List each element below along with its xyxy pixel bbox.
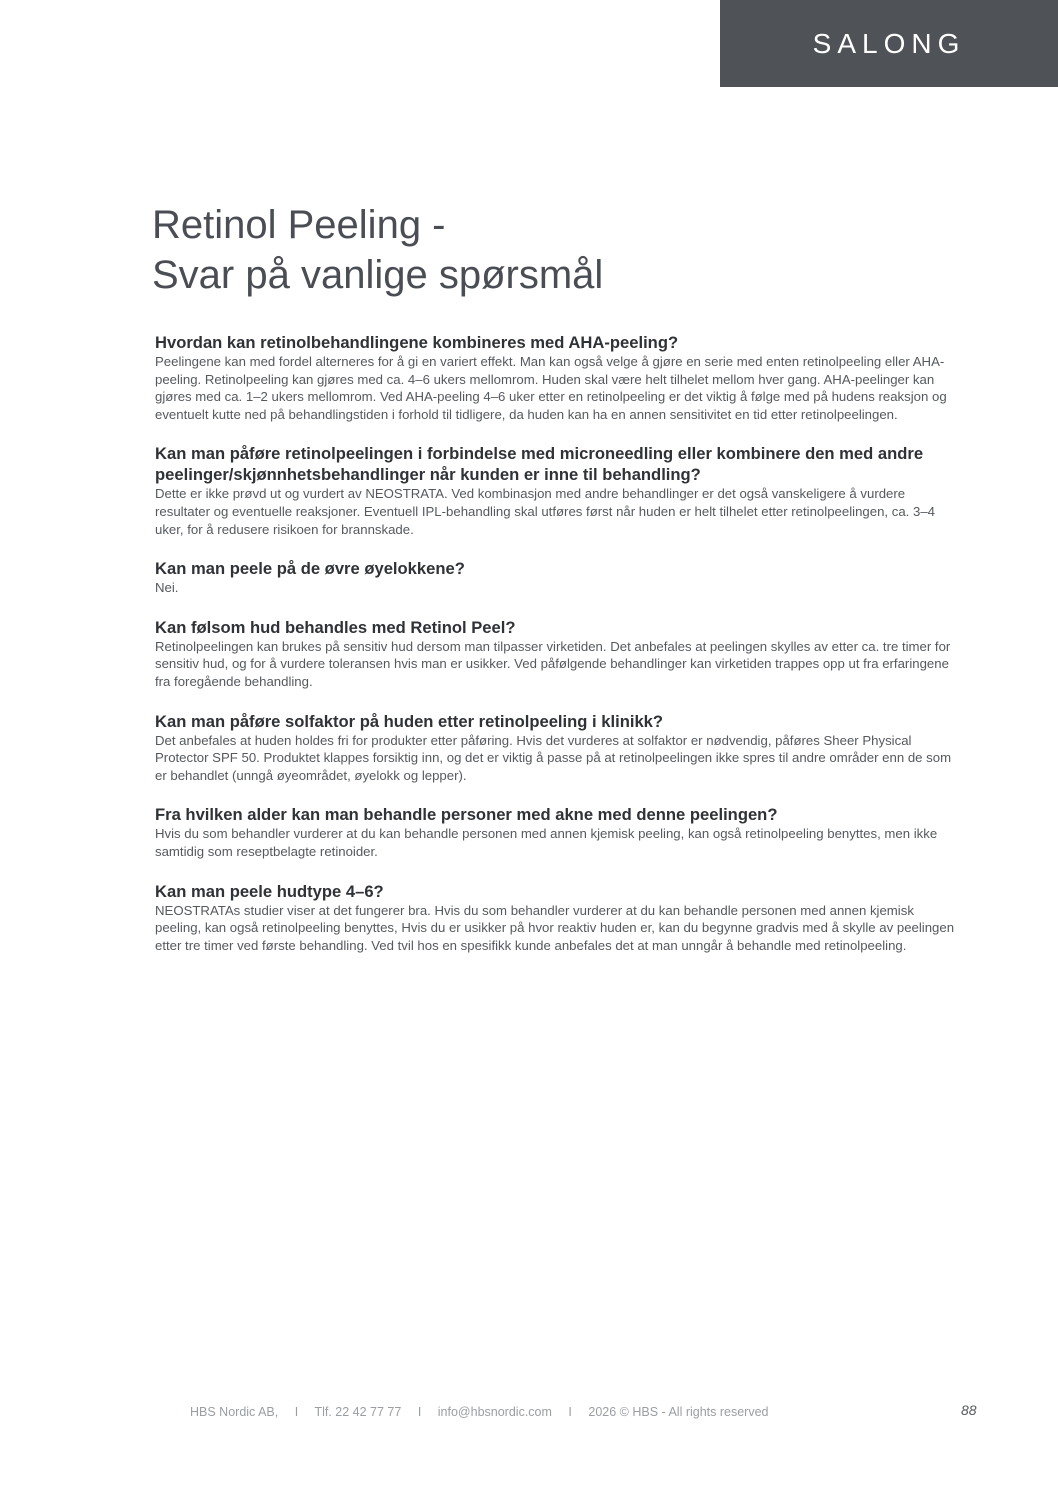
faq-answer: NEOSTRATAs studier viser at det fungerer bra. Hvis du som behandler vurderer at du kan behandle personen med annen kjemisk peeling, kan også retinolpeeling benyttes, Hvis du er usikker på hvor reaktiv huden er, kan du begynne gradvis med å skylle av peelingen etter tre timer ved første behandling. Ved tvil hos en spesifikk kunde anbefales det at man unngår å behandle med retinolpeeling.: [155, 902, 955, 953]
footer-separator: I: [568, 1405, 572, 1419]
footer-phone: Tlf. 22 42 77 77: [314, 1405, 402, 1419]
faq-answer: Hvis du som behandler vurderer at du kan behandle personen med annen kjemisk peeling, kan også retinolpeeling benyttes, men ikke samtidig som reseptbelagte retinoider.: [155, 826, 938, 859]
faq-item: [155, 804, 955, 860]
faq-item: [155, 881, 955, 955]
page-footer: [190, 1405, 769, 1419]
page-title-line-1: Retinol Peeling -: [152, 203, 446, 247]
footer-company: HBS Nordic AB,: [190, 1405, 279, 1419]
faq-item: [155, 558, 955, 597]
faq-answer: Retinolpeelingen kan brukes på sensitiv hud dersom man tilpasser virketiden. Det anbefales at peelingen skylles av etter ca. tre timer for sensitiv hud, og for å vurdere toleransen hvis man er usikker. Ved påfølgende behandlinger kan virketiden trappes opp ut fra erfaringene fra foregående behandling.: [155, 638, 951, 689]
footer-separator: I: [417, 1405, 422, 1419]
faq-question: Kan følsom hud behandles med Retinol Peel?: [155, 617, 516, 637]
faq-answer: Det anbefales at huden holdes fri for produkter etter påføring. Hvis det vurderes at solfaktor er nødvendig, påføres Sheer Physical Protector SPF 50. Produktet klappes forsiktig inn, og det er viktig å passe på at retinolpeelingen ikke spres til andre områder enn de som er behandlet (unngå øyeområdet, øyelokk og lepper).: [155, 732, 952, 783]
footer-email[interactable]: info@hbsnordic.com: [437, 1405, 552, 1419]
page-number: 88: [961, 1402, 977, 1418]
footer-copyright: 2026 © HBS - All rights reserved: [588, 1405, 769, 1419]
faq-answer: Dette er ikke prøvd ut og vurdert av NEOSTRATA. Ved kombinasjon med andre behandlinger er det også vanskeligere å vurdere resultater og eventuelle reaksjoner. Eventuell IPL-behandling skal utføres først når huden er helt tilhelet etter retinolpeelingen, ca. 3–4 uker, for å redusere risikoen for brannskade.: [155, 486, 935, 537]
faq-question: Kan man påføre solfaktor på huden etter retinolpeeling i klinikk?: [155, 711, 664, 731]
faq-item: [155, 617, 955, 691]
faq-list: [155, 332, 955, 974]
page-title: [152, 200, 603, 300]
section-tab-label: SALONG: [812, 27, 966, 59]
faq-question: Hvordan kan retinolbehandlingene kombineres med AHA-peeling?: [155, 333, 679, 352]
faq-question: Kan man peele på de øvre øyelokkene?: [155, 559, 465, 579]
page-title-line-2: Svar på vanlige spørsmål: [152, 253, 604, 297]
faq-question: Kan man påføre retinolpeelingen i forbindelse med microneedling eller kombinere den med andre peelinger/skjønnhetsbehandlinger når kunden er inne til behandling?: [155, 444, 924, 485]
faq-answer: Peelingene kan med fordel alterneres for å gi en variert effekt. Man kan også velge å gjøre en serie med enten retinolpeeling eller AHA-peeling. Retinolpeeling kan gjøres med ca. 4–6 ukers mellomrom. Huden skal være helt tilhelet mellom hver gang. AHA-peelinger kan gjøres med ca. 1–2 ukers mellomrom. Ved AHA-peeling 4–6 uker etter en retinolpeeling er det viktig å følge med på hudens reaksjon og eventuelt kutte ned på behandlingstiden i forhold til tidligere, da huden kan ha en annen sensitivitet en tid etter retinolpeelingen.: [155, 354, 947, 422]
faq-item: [155, 443, 955, 538]
section-tab: [720, 0, 1058, 87]
footer-separator: I: [294, 1405, 299, 1419]
faq-answer: Nei.: [155, 580, 179, 596]
faq-item: [155, 332, 955, 423]
faq-item: [155, 711, 955, 785]
faq-question: Fra hvilken alder kan man behandle personer med akne med denne peelingen?: [155, 805, 778, 825]
faq-question: Kan man peele hudtype 4–6?: [155, 881, 384, 901]
